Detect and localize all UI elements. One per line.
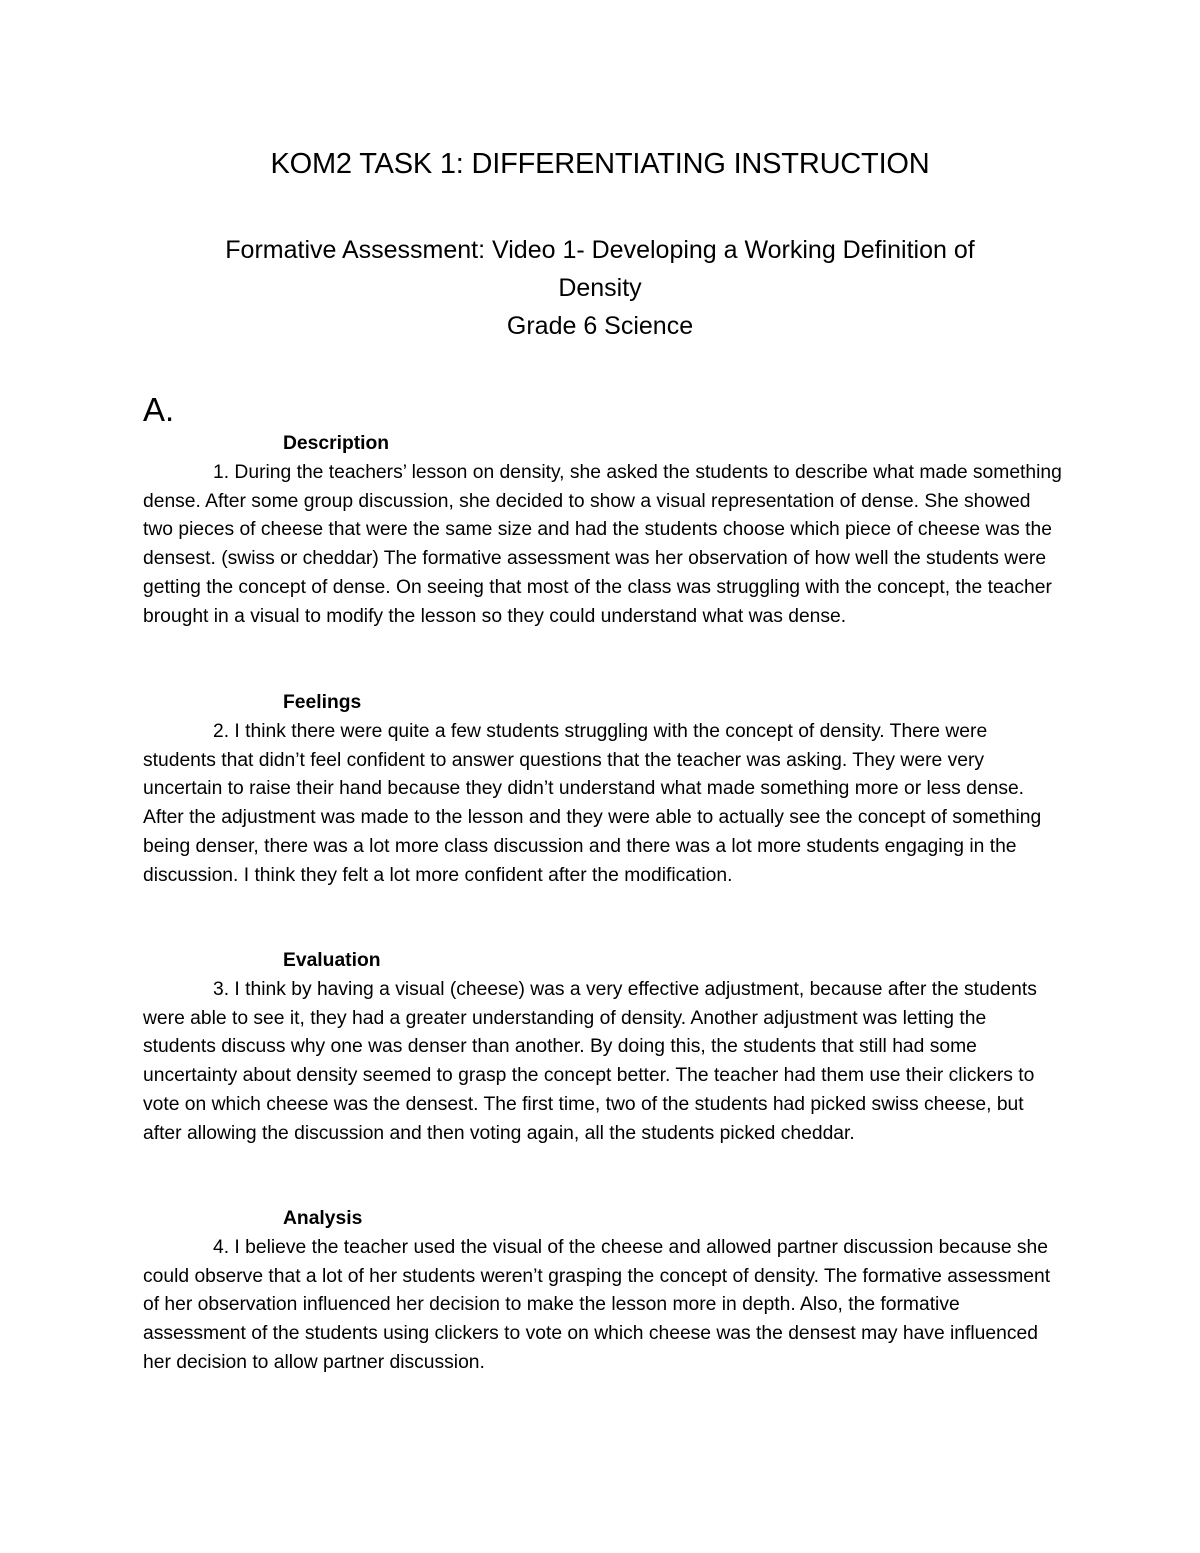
evaluation-section: [143, 947, 1063, 1149]
analysis-paragraph: 4. I believe the teacher used the visual of the cheese and allowed partner discussion because she could observe that a lot of her students weren’t grasping the concept of density. The formative assessment of her observation influenced her decision to make the lesson more in depth. Also, the formative assessment of the students using clickers to vote on which cheese was the densest may have influenced her decision to allow partner discussion.: [143, 1236, 1051, 1373]
analysis-heading: Analysis: [283, 1208, 363, 1229]
subtitle-line-2: Density: [558, 274, 642, 302]
feelings-heading: Feelings: [283, 692, 362, 713]
feelings-paragraph: 2. I think there were quite a few students struggling with the concept of density. There were students that didn’t feel confident to answer questions that the teacher was asking. They were very uncertain to raise their hand because they didn’t understand what made something more or less dense. After the adjustment was made to the lesson and they were able to actually see the concept of something being denser, there was a lot more class discussion and there was a lot more students engaging in the discussion. I think they felt a lot more confident after the modification.: [143, 720, 1042, 886]
description-heading: Description: [283, 433, 390, 454]
analysis-section: [143, 1205, 1063, 1378]
document-subtitle: [150, 231, 1050, 345]
evaluation-paragraph: 3. I think by having a visual (cheese) was a very effective adjustment, because after the students were able to see it, they had a greater understanding of density. Another adjustment was letting the students discuss why one was denser than another. By doing this, the students that still had some uncertainty about density seemed to grasp the concept better. The teacher had them use their clickers to vote on which cheese was the densest. The first time, two of the students had picked swiss cheese, but after allowing the discussion and then voting again, all the students picked cheddar.: [143, 978, 1037, 1144]
description-paragraph: 1. During the teachers’ lesson on density, she asked the students to describe what made something dense. After some group discussion, she decided to show a visual representation of dense. She showed two pieces of cheese that were the same size and had the students choose which piece of cheese was the densest. (swiss or cheddar) The formative assessment was her observation of how well the students were getting the concept of dense. On seeing that most of the class was struggling with the concept, the teacher brought in a visual to modify the lesson so they could understand what was dense.: [143, 461, 1062, 627]
feelings-section: [143, 689, 1063, 891]
section-letter: A.: [143, 391, 175, 428]
subtitle-line-3: Grade 6 Science: [506, 312, 694, 340]
document-title: KOM2 TASK 1: DIFFERENTIATING INSTRUCTION: [270, 148, 930, 180]
description-section: [143, 430, 1063, 632]
subtitle-line-1: Formative Assessment: Video 1- Developing a Working Definition of: [225, 236, 975, 264]
evaluation-heading: Evaluation: [283, 950, 381, 971]
